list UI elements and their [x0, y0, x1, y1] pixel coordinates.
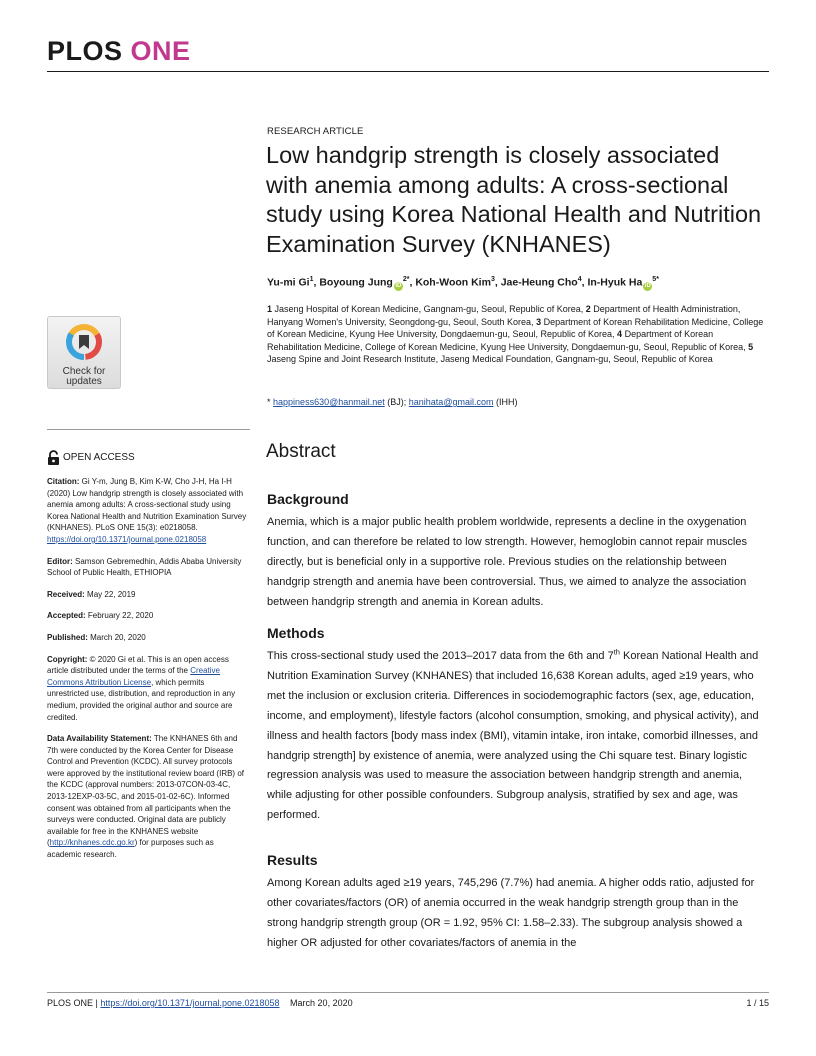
data-availability-label: Data Availability Statement: [47, 734, 152, 744]
check-for-updates-button[interactable] [47, 316, 121, 389]
badge-label-1: Check for [62, 366, 106, 377]
license-link[interactable]: Creative Commons Attribution License [47, 666, 220, 687]
abstract-heading: Abstract [266, 441, 336, 462]
affil-number: 1 [267, 304, 273, 314]
citation-label: Citation: [47, 477, 80, 486]
open-access-text: OPEN ACCESS [63, 452, 135, 463]
copyright-block [47, 654, 247, 724]
affil-number: 3 [536, 316, 542, 327]
received-block [47, 589, 247, 601]
article-title: Low handgrip strength is closely associated with anemia among adults: A cross-sectional study using Korea National Health and Nutrition Examination Survey (KNHANES) [266, 142, 762, 257]
footer-journal: PLOS ONE | [47, 998, 98, 1008]
methods-text-start: This cross-sectional study used the 2013–2017 data from the 6th and 7 [267, 650, 614, 662]
affil-text: Jaseng Hospital of Korean Medicine, Gangnam-gu, Seoul, Republic of Korea, [274, 304, 584, 314]
email-owner: (BJ); [387, 397, 407, 407]
affil-text: Department of Health Administration, Hanyang Women's University, Seongdong-gu, Seoul, South Korea, [267, 304, 741, 327]
copyright-text: © 2020 Gi et al. This is an open access article distributed under the terms of the [47, 654, 229, 676]
background-heading: Background [267, 491, 349, 507]
header-divider [47, 71, 769, 72]
author-affil-sup: 4 [577, 276, 582, 283]
author-list: Yu-mi Gi$^1$, Boyoung Jung $iD^{2*}$, Koh-Woon Kim$^3$, Jae-Heung Cho$^4$, In-Hyuk Ha $iD^{5*}$ [267, 276, 659, 289]
affil-number: 5 [748, 341, 754, 352]
author-name[interactable]: In-Hyuk Ha [587, 276, 643, 289]
copyright-label: Copyright: [47, 654, 88, 664]
author-affil-sup: 5* [652, 276, 659, 283]
article-type: RESEARCH ARTICLE [267, 126, 364, 137]
results-heading: Results [267, 852, 318, 868]
citation-text: Gi Y-m, Jung B, Kim K-W, Cho J-H, Ha I-H (2020) Low handgrip strength is closely associated with anemia among adults: A cross-sectional study using Korea National Health and Nutrition Examination Survey (KNHANES). PLoS ONE 15(3): e0218058. [47, 477, 247, 533]
methods-text-rest: Korean National Health and Nutrition Examination Survey (KNHANES) that included 16,638 Korean adults, aged ≥19 years, who met the inclusion or exclusion criteria. Differences in sociodemographic factors (sex, age, education, income, and employment), lifestyle factors (alcohol consumption, smoking, and physical activity), and illness and health factors [body mass index (BMI), vitamin intake, iron intake, comorbid illnesses, and handgrip strength] by existence of anemia, were analyzed using the Chi square test. Binary logistic regression analysis was used to measure the association between handgrip strength and anemia, while adjusting for other possible confounders. Subgroup analysis, stratified by sex and age, was performed. [267, 650, 759, 822]
published-block [47, 632, 247, 644]
background-section [267, 491, 767, 613]
author-affil-sup: 1 [309, 276, 314, 283]
editor-block [47, 556, 247, 579]
editor-label: Editor: [47, 556, 73, 566]
methods-superscript: th [613, 647, 620, 657]
author-affil-sup: 2* [402, 276, 410, 283]
journal-logo [47, 36, 191, 67]
data-availability-text-end: ) for purposes such as academic research. [47, 838, 214, 860]
background-text: Anemia, which is a major public health problem worldwide, represents a decline in the oxygenation function, and can therefore be related to low strength. However, hemoglobin cannot repair muscles directly, but is beneficial only in a supportive role. Previous studies on the relationship between handgrip strength and anemia have been controversial. Thus, we aimed to analyze the association between handgrip strength and anemia in Korean adults. [267, 516, 747, 608]
corresponding-star: * [267, 397, 271, 407]
orcid-icon[interactable]: iD [644, 282, 651, 289]
published-label: Published: [47, 632, 88, 642]
page-footer [47, 998, 769, 1008]
author-name[interactable]: Koh-Woon Kim [415, 276, 491, 289]
author-name[interactable]: Jae-Heung Cho [500, 276, 578, 289]
corresponding-authors [267, 397, 517, 407]
methods-section [267, 625, 767, 826]
logo-plos: PLOS [47, 36, 123, 66]
copyright-text-end: , which permits unrestricted use, distribution, and reproduction in any medium, provided the original author and source are credited. [47, 677, 236, 722]
footer-left [47, 998, 353, 1008]
methods-heading: Methods [267, 625, 325, 641]
data-availability-block [47, 733, 247, 861]
accepted-label: Accepted: [47, 611, 86, 621]
badge-label-2: updates [66, 376, 102, 387]
data-availability-text: The KNHANES 6th and 7th were conducted by the Korea Center for Disease Control and Prevention (KCDC). All survey protocols were approved by the institutional review board (IRB) of the KCDC (approval numbers: 2013-07CON-03-4C, 2013-12EXP-03-5C, and 2015-01-02-6C). Informed consent was obtained from all participants when the surveys were conducted. Original data are publicly available for free in the KNHANES website ( [47, 734, 244, 848]
affil-number: 2 [585, 304, 591, 314]
open-access-label [47, 450, 135, 465]
crossmark-icon [64, 322, 104, 362]
page-number: 1 / 15 [746, 998, 769, 1008]
affil-text: Department of Korean Rehabilitation Medicine, College of Korean Medicine, Kyung Hee University, Dongdaemun-gu, Seoul, Republic of Korea, [267, 316, 764, 340]
citation-doi-link[interactable]: https://doi.org/10.1371/journal.pone.0218058 [47, 534, 207, 544]
author-name[interactable]: Boyoung Jung [319, 276, 393, 289]
footer-doi-link[interactable]: https://doi.org/10.1371/journal.pone.0218058 [100, 998, 280, 1008]
author-name[interactable]: Yu-mi Gi [267, 276, 310, 289]
citation-block [47, 476, 247, 546]
accepted-date: February 22, 2020 [87, 611, 154, 621]
email-link[interactable]: happiness630@hanmail.net [273, 397, 385, 407]
received-date: May 22, 2019 [87, 589, 136, 599]
open-lock-icon [47, 450, 60, 465]
author-affil-sup: 3 [490, 276, 495, 283]
affil-text: Jaseng Spine and Joint Research Institute, Jaseng Medical Foundation, Gangnam-gu, Seoul, Republic of Korea [267, 354, 713, 365]
footer-divider [47, 992, 769, 993]
footer-date: March 20, 2020 [290, 998, 353, 1008]
editor-text: Samson Gebremedhin, Addis Ababa University School of Public Health, ETHIOPIA [47, 556, 242, 578]
results-text: Among Korean adults aged ≥19 years, 745,296 (7.7%) had anemia. A higher odds ratio, adjusted for other covariates/factors (OR) of anemia occurred in the weak handgrip strength group than in the strong handgrip strength group (OR = 1.92, 95% CI: 1.58–2.33). The subgroup analysis showed a higher OR adjusted for other covariates/factors of anemia in the [267, 877, 755, 949]
email-link[interactable]: hanihata@gmail.com [408, 397, 494, 407]
published-date: March 20, 2020 [90, 632, 146, 642]
accepted-block [47, 610, 247, 622]
results-section [267, 852, 767, 954]
orcid-icon[interactable]: iD [395, 282, 402, 289]
sidebar-divider [47, 429, 250, 430]
knhanes-link[interactable]: http://knhanes.cdc.go.kr [49, 838, 135, 848]
methods-text [267, 647, 767, 826]
affil-text: Department of Korean Rehabilitation Medicine, College of Korean Medicine, Kyung Hee University, Dongdaemun-gu, Seoul, Republic of Korea, [267, 329, 746, 352]
logo-one: ONE [130, 36, 191, 66]
email-owner: (IHH) [495, 397, 518, 407]
affiliations [267, 303, 767, 366]
received-label: Received: [47, 589, 85, 599]
affil-number: 4 [617, 329, 623, 340]
article-metadata [47, 476, 247, 871]
